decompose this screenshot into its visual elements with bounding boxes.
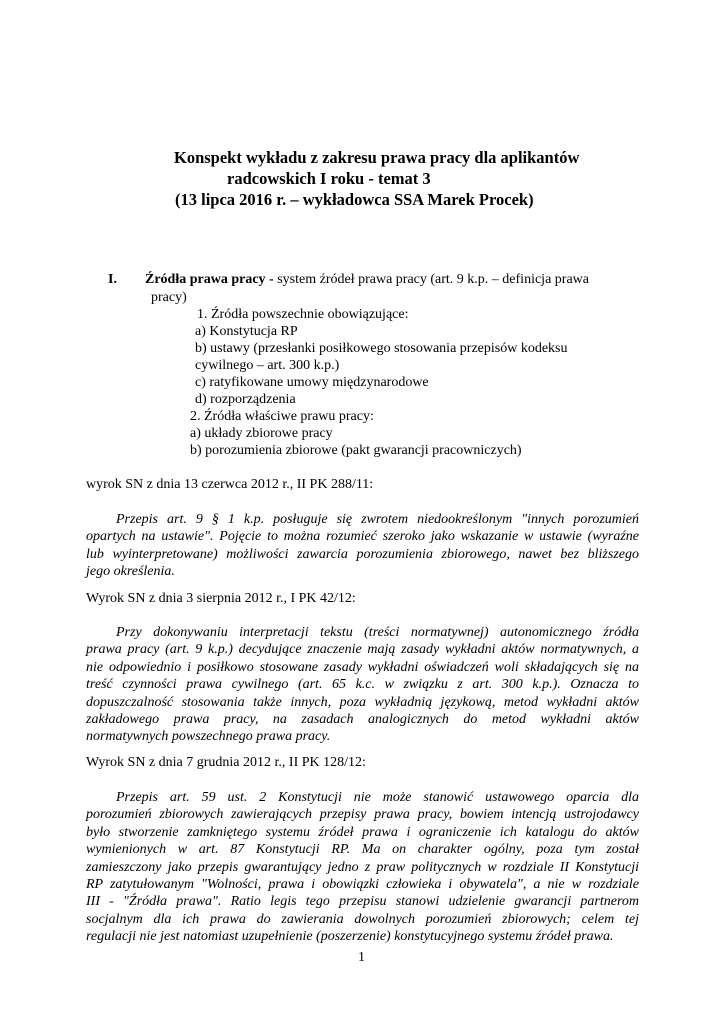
excerpt-line: prawa pracy (art. 9 k.p.) decydujące znaczenie mają zasady wykładni aktów normatywnych, a (86, 642, 639, 658)
list-item: 2. Źródła właściwe prawu pracy: (190, 409, 374, 424)
ruling-excerpt (86, 789, 639, 946)
excerpt-line: Przepis art. 9 § 1 k.p. posługuje się zwrotem niedookreślonym "innych porozumień (116, 512, 639, 527)
section-heading-continuation: pracy) (151, 290, 187, 305)
list-item: cywilnego – art. 300 k.p.) (195, 358, 340, 373)
excerpt-line: III - "Źródła prawa". Ratio legis tego przepisu stanowi udzielenie gwarancji partnerom (86, 894, 639, 910)
document-title-line-3: (13 lipca 2016 r. – wykładowca SSA Marek Procek) (175, 190, 534, 209)
excerpt-line: dopuszczalność stosowania także innych, poza wykładnią językową, metod wykładni aktów (86, 694, 639, 710)
section-heading (145, 271, 589, 288)
section-heading-bold: Źródła prawa pracy - (145, 272, 274, 287)
ruling-excerpt (86, 511, 639, 581)
list-item: c) ratyfikowane umowy międzynarodowe (195, 375, 429, 390)
excerpt-line: porozumień zbiorowych zawierających przepisy prawa pracy, bowiem intencją ustrojodawcy (86, 807, 639, 823)
excerpt-line: nie odpowiednio i posiłkowo stosowane zasady wykładni oświadczeń woli składających się na (86, 659, 639, 675)
excerpt-line: jego określenia. (86, 564, 175, 580)
ruling-excerpt (86, 624, 639, 746)
ruling-header: Wyrok SN z dnia 7 grudnia 2012 r., II PK 128/12: (86, 755, 366, 770)
excerpt-line: opartych na ustawie". Pojęcie to można rozumieć szeroko jako wskazanie w ustawie (wyraźne (86, 529, 639, 545)
document-title-line-1: Konspekt wykładu z zakresu prawa pracy dla aplikantów (174, 148, 580, 167)
list-item: b) porozumienia zbiorowe (pakt gwarancji pracowniczych) (190, 443, 522, 458)
list-item: b) ustawy (przesłanki posiłkowego stosowania przepisów kodeksu (195, 341, 568, 356)
section-heading-text: system źródeł prawa pracy (art. 9 k.p. – definicja prawa (273, 272, 589, 287)
excerpt-line: wymienionych w art. 87 Konstytucji RP. Ma on charakter ogólny, poza tym został (86, 842, 639, 858)
section-numeral: I. (108, 272, 117, 287)
excerpt-line: normatywnych powszechnego prawa pracy. (86, 729, 331, 745)
list-item: d) rozporządzenia (195, 392, 296, 407)
excerpt-line: zamieszczony jako przepis gwarantujący jedno z praw politycznych w rozdziale II Konstytucji (86, 859, 639, 875)
excerpt-line: Przepis art. 59 ust. 2 Konstytucji nie może stanowić ustawowego oparcia dla (116, 790, 639, 805)
excerpt-line: zakładowego prawa pracy, na zasadach analogicznych do metod wykładni aktów (86, 711, 639, 727)
excerpt-line: socjalnym dla ich prawa do zawierania dowolnych porozumień zbiorowych; celem tej (86, 911, 639, 927)
ruling-header: wyrok SN z dnia 13 czerwca 2012 r., II PK 288/11: (86, 477, 374, 492)
page-number: 1 (358, 950, 365, 965)
excerpt-line: było stworzenie zamkniętego systemu źródeł prawa i ograniczenie ich katalogu do aktów (86, 824, 639, 840)
excerpt-line: treść czynności prawa cywilnego (art. 65 k.c. w związku z art. 300 k.p.). Oznacza to (86, 677, 639, 693)
ruling-header: Wyrok SN z dnia 3 sierpnia 2012 r., I PK 42/12: (86, 591, 356, 606)
document-title-line-2: radcowskich I roku - temat 3 (227, 169, 431, 188)
excerpt-line: regulacji nie jest natomiast uzupełnienie (poszerzenie) konstytucyjnego systemu źródeł prawa. (86, 929, 614, 945)
excerpt-line: lub wyinterpretowane) możliwości zawarcia porozumienia zbiorowego, nawet bez bliższego (86, 546, 639, 562)
excerpt-line: RP zatytułowanym "Wolności, prawa i obowiązki człowieka i obywatela", a nie w rozdziale (86, 876, 639, 892)
list-item: 1. Źródła powszechnie obowiązujące: (197, 307, 409, 322)
list-item: a) układy zbiorowe pracy (190, 426, 333, 441)
excerpt-line: Przy dokonywaniu interpretacji tekstu (treści normatywnej) autonomicznego źródła (116, 625, 639, 640)
list-item: a) Konstytucja RP (195, 324, 298, 339)
